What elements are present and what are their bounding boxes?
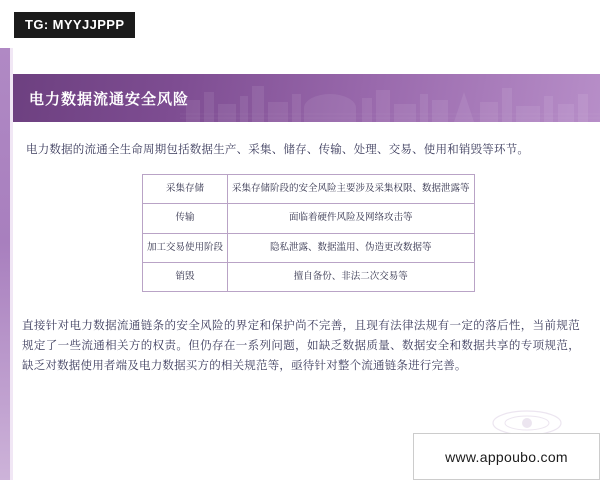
table-row: [143, 175, 475, 204]
table-cell-stage: 销毁: [143, 263, 228, 292]
table-cell-risk: 隐私泄露、数据滥用、伪造更改数据等: [228, 233, 475, 262]
tg-tag-overlay: TG: MYYJJPPP: [14, 12, 135, 38]
table-cell-risk: 采集存储阶段的安全风险主要涉及采集权限、数据泄露等: [228, 175, 475, 204]
section-title: 电力数据流通安全风险: [29, 91, 190, 108]
left-accent-stripe: [0, 48, 10, 480]
table-cell-risk: 面临着硬件风险及网络攻击等: [228, 204, 475, 233]
table-row: [143, 263, 475, 292]
conclusion-paragraph: 直接针对电力数据流通链条的安全风险的界定和保护尚不完善，且现有法律法规有一定的落后性，当前规范规定了一些流通相关方的权责。但仍存在一系列问题，如缺乏数据质量、数据安全和数据共享的专项规范，缺乏对数据使用者端及电力数据买方的相关规范等，亟待针对整个流通链条进行完善。: [22, 320, 580, 373]
risk-table: [142, 174, 475, 292]
skyline-decoration-icon: [180, 74, 600, 122]
intro-paragraph: 电力数据的流通全生命周期包括数据生产、采集、储存、传输、处理、交易、使用和销毁等环节。: [26, 144, 530, 156]
section-header-band: [13, 74, 600, 122]
site-url-text: www.appoubo.com: [445, 448, 568, 465]
table-row: [143, 204, 475, 233]
table-cell-stage: 采集存储: [143, 175, 228, 204]
table-cell-stage: 传输: [143, 204, 228, 233]
table-cell-stage: 加工交易使用阶段: [143, 233, 228, 262]
table-row: [143, 233, 475, 262]
site-url-plate: [413, 433, 600, 480]
slide-canvas: [0, 48, 600, 480]
table-cell-risk: 擅自备份、非法二次交易等: [228, 263, 475, 292]
